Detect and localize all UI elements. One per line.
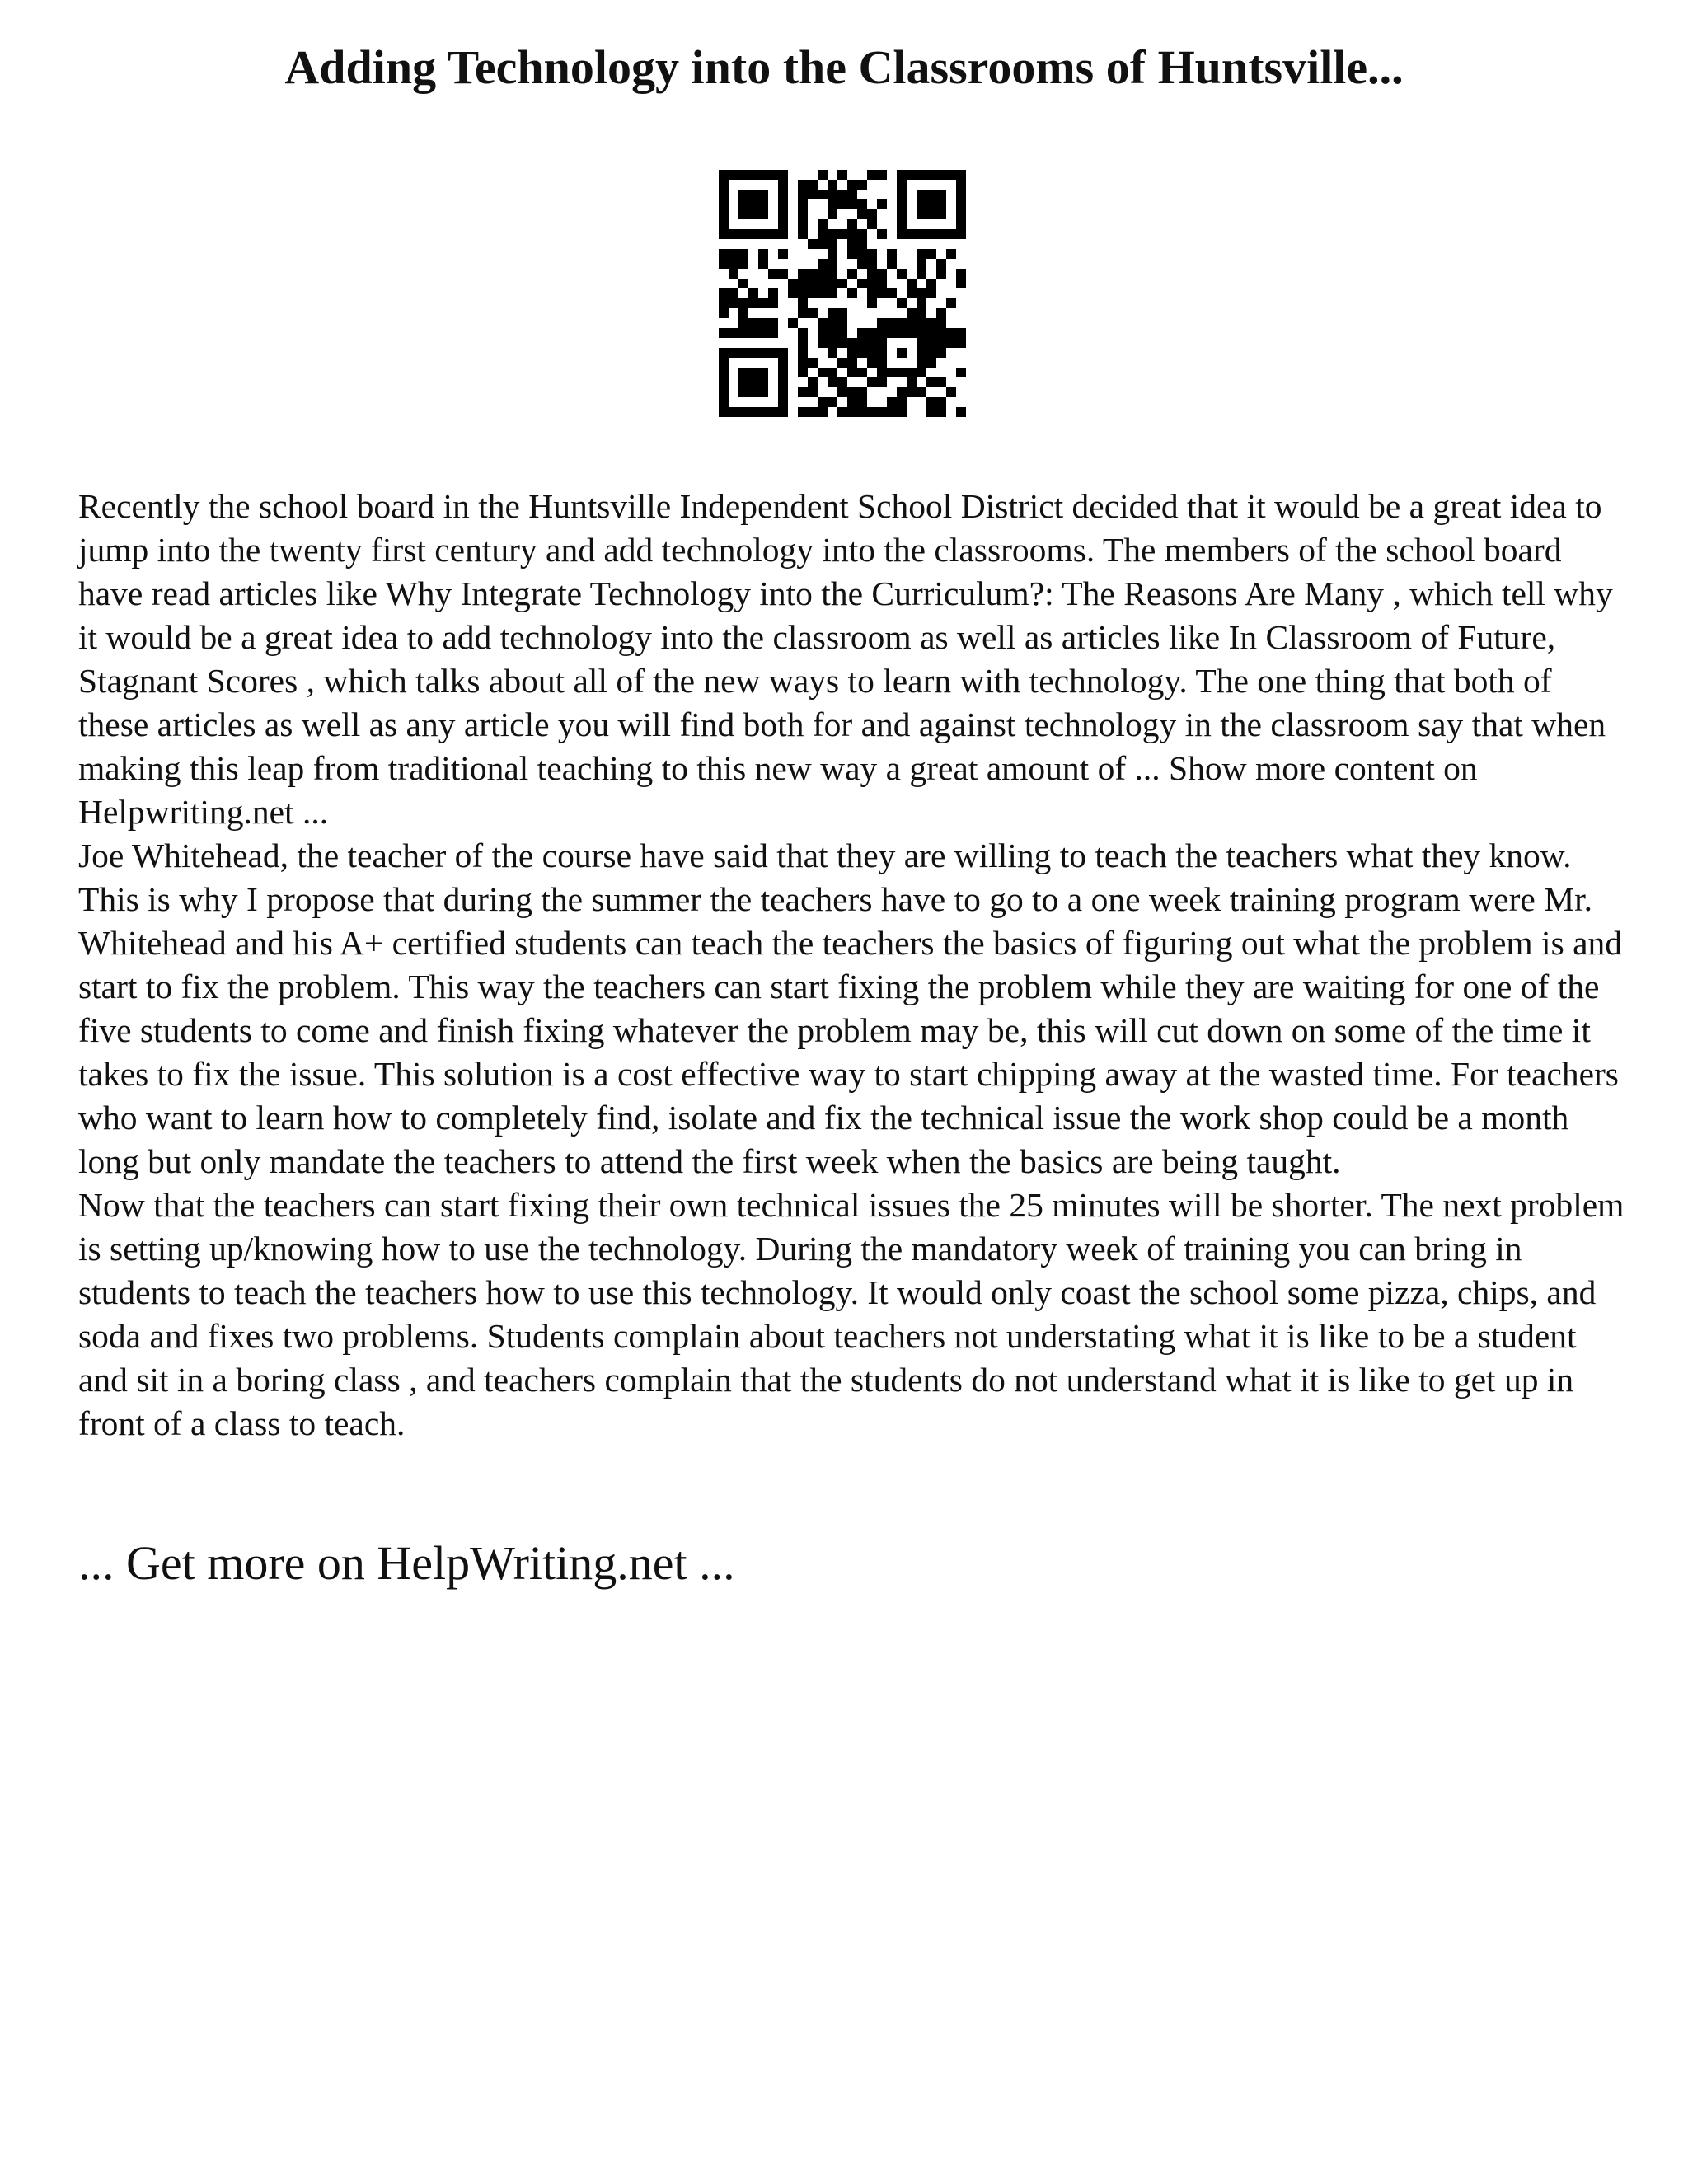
paragraph: Joe Whitehead, the teacher of the course have said that they are willing to teach the teachers what they know. This is why I propose that during the summer the teachers have to go to a one week training program were Mr. Whitehead and his A+ certified students can teach the teachers the basics of figuring out what the problem is and start to fix the problem. This way the teachers can start fixing the problem while they are waiting for one of the five students to come and finish fixing whatever the problem may be, this will cut down on some of the time it takes to fix the issue. This solution is a cost effective way to start chipping away at the wasted time. For teachers who want to learn how to completely find, isolate and fix the technical issue the work shop could be a month long but only mandate the teachers to attend the first week when the basics are being taught.: [78, 837, 1623, 1180]
page-title: Adding Technology into the Classrooms of Huntsville...: [284, 40, 1404, 94]
paragraph: Recently the school board in the Huntsville Independent School District decided that it would be a great idea to jump into the twenty first century and add technology into the classrooms. The members of the school board have read articles like Why Integrate Technology into the Curriculum?: The Reasons Are Many , which tell why it would be a great idea to add technology into the classroom as well as articles like In Classroom of Future, Stagnant Scores , which talks about all of the new ways to learn with technology. The one thing that both of these articles as well as any article you will find both for and against technology in the classroom say that when making this leap from traditional teaching to this new way a great amount of ... Show more content on Helpwriting.net ...: [78, 487, 1613, 831]
get-more-link[interactable]: ... Get more on HelpWriting.net ...: [78, 1536, 735, 1590]
qr-code-icon[interactable]: [719, 170, 966, 417]
paragraph: Now that the teachers can start fixing their own technical issues the 25 minutes will be shorter. The next problem is setting up/knowing how to use the technology. During the mandatory week of training you can bring in students to teach the teachers how to use this technology. It would only coast the school some pizza, chips, and soda and fixes two problems. Students complain about teachers not understating what it is like to be a student and sit in a boring class , and teachers complain that the students do not understand what it is like to get up in front of a class to teach.: [78, 1186, 1625, 1442]
article-body: [78, 485, 1628, 1446]
